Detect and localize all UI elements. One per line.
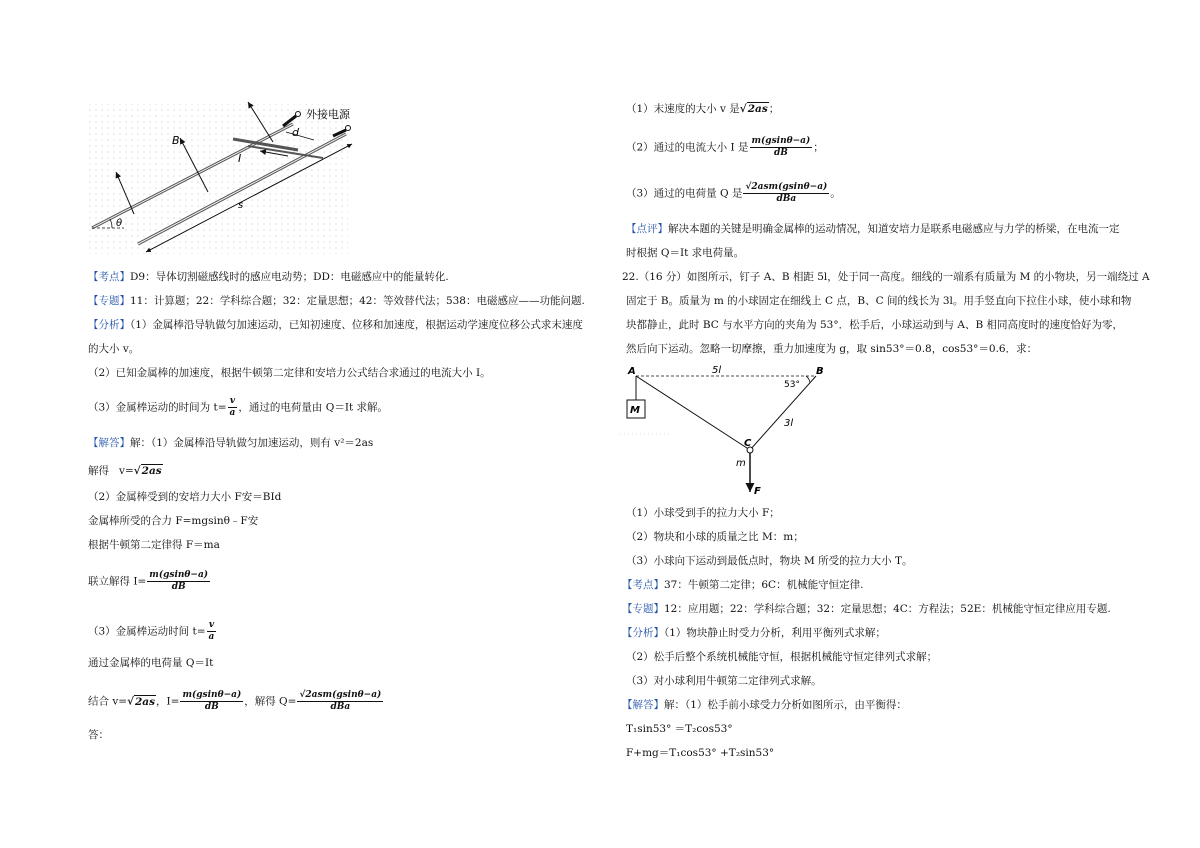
- label-s: s: [238, 200, 244, 211]
- zhuanti-right: 【专题】12：应用题；22：学科综合题；32：定量思想；4C：方程法；52E：机械能守恒定律应用专题.: [622, 603, 1111, 615]
- kaodian-left: 【考点】D9：导体切割磁感线时的感应电动势；DD：电磁感应中的能量转化.: [88, 271, 449, 283]
- label-theta: θ: [116, 218, 123, 229]
- jieda-right: 【解答】解：（1）松手前小球受力分析如图所示，由平衡得：: [622, 699, 907, 711]
- q22-line-b: 固定于 B。质量为 m 的小球固定在细线上 C 点，B、C 间的线长为 3l。用手竖直向下拉住小球，使小球和物: [626, 295, 1132, 307]
- fig2-5l: 5l: [712, 365, 722, 376]
- line-time: （3）金属棒运动时间 t= $\frac{v}{a}$: [88, 620, 215, 642]
- label-I: I: [238, 152, 242, 165]
- fenxi-left-1b: 的大小 v。: [88, 343, 140, 355]
- q22-line-a: 22.（16 分）如图所示，钉子 A、B 相距 5l，处于同一高度。细线的一端系有质量为 M 的小物块，另一端绕过 A: [622, 271, 1150, 283]
- label-source: 外接电源: [306, 108, 350, 121]
- fenxi-left-3: （3）金属棒运动的时间为 t= $\frac{v}{a}$ ，通过的电荷量由 Q＝It 求解。: [88, 396, 389, 418]
- zhuanti-left: 【专题】11：计算题；22：学科综合题；32：定量思想；42：等效替代法；538：电磁感应——功能问题.: [88, 295, 585, 307]
- fig2-m: m: [736, 458, 746, 469]
- da-left: 答：: [88, 729, 109, 741]
- eq-2: F+mg＝T₁cos53° +T₂sin53°: [626, 747, 775, 759]
- line-anpei: （2）金属棒受到的安培力大小 F安＝BId: [88, 491, 282, 503]
- q22-line-c: 块都静止，此时 BC 与水平方向的夹角为 53°．松手后，小球运动到与 A、B 相同高度时的速度恰好为零，: [626, 319, 1124, 331]
- jieda-left: 【解答】解：（1）金属棒沿导轨做匀加速运动，则有 v²＝2as: [88, 437, 374, 449]
- fenxi-right-2: （2）松手后整个系统机械能守恒，根据机械能守恒定律列式求解；: [626, 651, 938, 663]
- sub-2: （2）物块和小球的质量之比 M：m；: [626, 531, 804, 543]
- q22-line-d: 然后向下运动。忽略一切摩擦，重力加速度为 g，取 sin53°＝0.8，cos53°＝0.6．求：: [626, 343, 1038, 355]
- jiede-v: 解得 v=√2as: [88, 465, 162, 477]
- ans-1: （1）末速度的大小 v 是√2as；: [626, 103, 780, 115]
- fig2-A: A: [628, 366, 636, 377]
- ans-3: （3）通过的电荷量 Q 是 $\frac{\text{√2asm(gsinθ−a)}}{\text{dBa}}$ 。: [626, 182, 841, 204]
- fig2-M: M: [630, 405, 640, 416]
- rail-figure: [88, 96, 388, 256]
- fenxi-left: 【分析】（1）金属棒沿导轨做匀加速运动，已知初速度、位移和加速度，根据运动学速度位移公式求末速度: [88, 319, 583, 331]
- label-B: B: [172, 134, 180, 147]
- jiehe-line: 结合 v=√2as，I= $\frac{m(gsin\theta-a)}{dB}$ ，解得 Q= $\frac{\text{√2asm(gsinθ−a)}}{\text{dBa}}$: [88, 690, 382, 712]
- fenxi-left-2: （2）已知金属棒的加速度，根据牛顿第二定律和安培力公式结合求通过的电流大小 I。: [88, 367, 491, 379]
- sub-3: （3）小球向下运动到最低点时，物块 M 所受的拉力大小 T。: [626, 555, 913, 567]
- dianping: 【点评】解决本题的关键是明确金属棒的运动情况，知道安培力是联系电磁感应与力学的桥梁，在电流一定: [626, 223, 1120, 235]
- kaodian-right: 【考点】37：牛顿第二定律；6C：机械能守恒定律.: [622, 579, 864, 591]
- line-niudun: 根据牛顿第二定律得 F＝ma: [88, 539, 220, 551]
- label-d: d: [292, 126, 299, 139]
- line-heli: 金属棒所受的合力 F=mgsinθ﹣F安: [88, 515, 259, 527]
- pulley-figure: [620, 360, 840, 500]
- fig2-3l: 3l: [784, 418, 794, 429]
- lianli-I: 联立解得 I= $\frac{m(gsin\theta-a)}{dB}$: [88, 570, 209, 592]
- fig2-B: B: [816, 366, 824, 377]
- eq-1: T₁sin53° ＝T₂cos53°: [626, 723, 733, 735]
- ans-2: （2）通过的电流大小 I 是 $\frac{m(gsin\theta-a)}{dB}$ ；: [626, 136, 824, 158]
- fig2-53: 53°: [784, 380, 800, 390]
- sub-1: （1）小球受到手的拉力大小 F；: [626, 507, 780, 519]
- dianping-b: 时根据 Q＝It 求电荷量。: [626, 247, 745, 259]
- line-Q: 通过金属棒的电荷量 Q＝It: [88, 657, 214, 669]
- fig2-F: F: [754, 486, 761, 497]
- fenxi-right-3: （3）对小球利用牛顿第二定律列式求解。: [626, 675, 822, 687]
- fenxi-right: 【分析】（1）物块静止时受力分析，利用平衡列式求解；: [622, 627, 886, 639]
- fig2-C: C: [744, 438, 752, 449]
